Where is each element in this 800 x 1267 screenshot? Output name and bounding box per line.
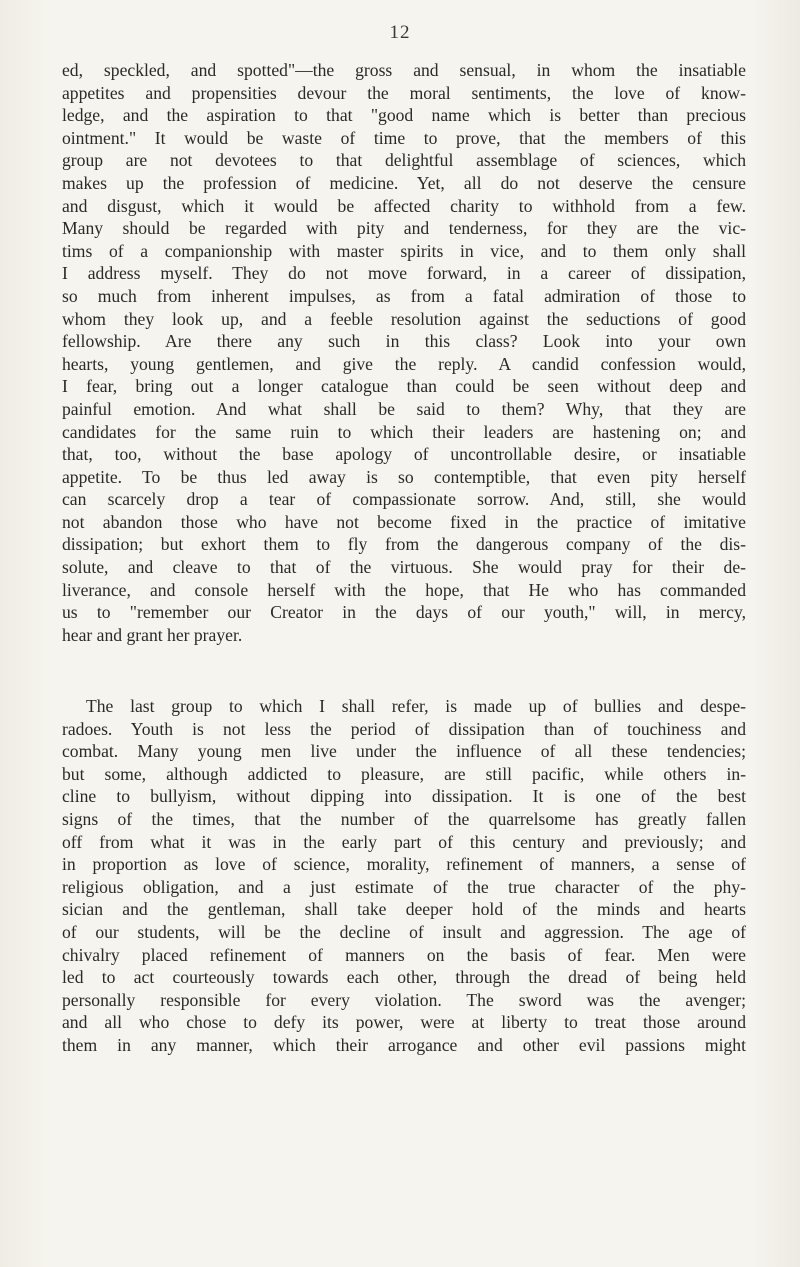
text-line: chivalry placed refinement of manners on the basis of fear. Men were <box>62 944 746 965</box>
text-line: off from what it was in the early part of this century and previously; and <box>62 831 746 852</box>
text-line: hear and grant her prayer. <box>62 624 243 645</box>
paragraph-1 <box>62 59 746 646</box>
text-line: us to "remember our Creator in the days of our youth," will, in mercy, <box>62 602 746 623</box>
text-line: Many should be regarded with pity and tenderness, for they are the vic- <box>62 218 746 239</box>
text-line: tims of a companionship with master spirits in vice, and to them only shall <box>62 240 746 261</box>
text-line: radoes. Youth is not less the period of dissipation than of touchiness and <box>62 718 746 739</box>
text-line: and all who chose to defy its power, were at liberty to treat those around <box>62 1012 746 1033</box>
paragraph-2 <box>62 695 746 1057</box>
text-line: so much from inherent impulses, as from a fatal admiration of those to <box>62 285 746 306</box>
text-line: sician and the gentleman, shall take deeper hold of the minds and hearts <box>62 899 746 920</box>
text-line: solute, and cleave to that of the virtuous. She would pray for their de- <box>62 557 746 578</box>
text-line: but some, although addicted to pleasure, are still pacific, while others in- <box>62 763 746 784</box>
text-line: dissipation; but exhort them to fly from the dangerous company of the dis- <box>62 534 746 555</box>
text-line: of our students, will be the decline of insult and aggression. The age of <box>62 921 746 942</box>
text-line: personally responsible for every violation. The sword was the avenger; <box>62 989 746 1010</box>
text-line: signs of the times, that the number of the quarrelsome has greatly fallen <box>62 808 746 829</box>
text-line: cline to bullyism, without dipping into dissipation. It is one of the best <box>62 786 746 807</box>
text-line: them in any manner, which their arrogance and other evil passions might <box>62 1034 746 1055</box>
text-line: painful emotion. And what shall be said to them? Why, that they are <box>62 398 746 419</box>
text-line: hearts, young gentlemen, and give the reply. A candid confession would, <box>62 353 746 374</box>
text-line: in proportion as love of science, morality, refinement of manners, a sense of <box>62 854 746 875</box>
text-line: appetites and propensities devour the moral sentiments, the love of know- <box>62 82 746 103</box>
text-line: liverance, and console herself with the hope, that He who has commanded <box>62 579 746 600</box>
page-number: 12 <box>389 22 411 43</box>
text-line: The last group to which I shall refer, is made up of bullies and despe- <box>86 696 746 716</box>
text-line: whom they look up, and a feeble resolution against the seductions of good <box>62 308 746 329</box>
text-line: combat. Many young men live under the influence of all these tendencies; <box>62 741 746 762</box>
text-line: that, too, without the base apology of uncontrollable desire, or insatiable <box>62 444 746 465</box>
text-line: I fear, bring out a longer catalogue than could be seen without deep and <box>62 376 746 397</box>
text-line: led to act courteously towards each other, through the dread of being held <box>62 967 746 988</box>
text-line: fellowship. Are there any such in this class? Look into your own <box>62 331 746 352</box>
text-line: and disgust, which it would be affected charity to withhold from a few. <box>62 195 746 216</box>
text-line: I address myself. They do not move forward, in a career of dissipation, <box>62 263 746 284</box>
text-line: group are not devotees to that delightful assemblage of sciences, which <box>62 150 746 171</box>
text-line: ed, speckled, and spotted"—the gross and sensual, in whom the insatiable <box>62 60 746 80</box>
text-line: appetite. To be thus led away is so contemptible, that even pity herself <box>62 466 746 487</box>
text-line: can scarcely drop a tear of compassionate sorrow. And, still, she would <box>62 489 746 510</box>
text-line: candidates for the same ruin to which their leaders are hastening on; and <box>62 421 746 442</box>
text-line: not abandon those who have not become fixed in the practice of imitative <box>62 511 746 532</box>
text-line: ointment." It would be waste of time to prove, that the members of this <box>62 127 746 148</box>
text-line: makes up the profession of medicine. Yet, all do not deserve the censure <box>62 172 746 193</box>
text-line: religious obligation, and a just estimate of the true character of the phy- <box>62 876 746 897</box>
text-line: ledge, and the aspiration to that "good name which is better than precious <box>62 105 746 126</box>
